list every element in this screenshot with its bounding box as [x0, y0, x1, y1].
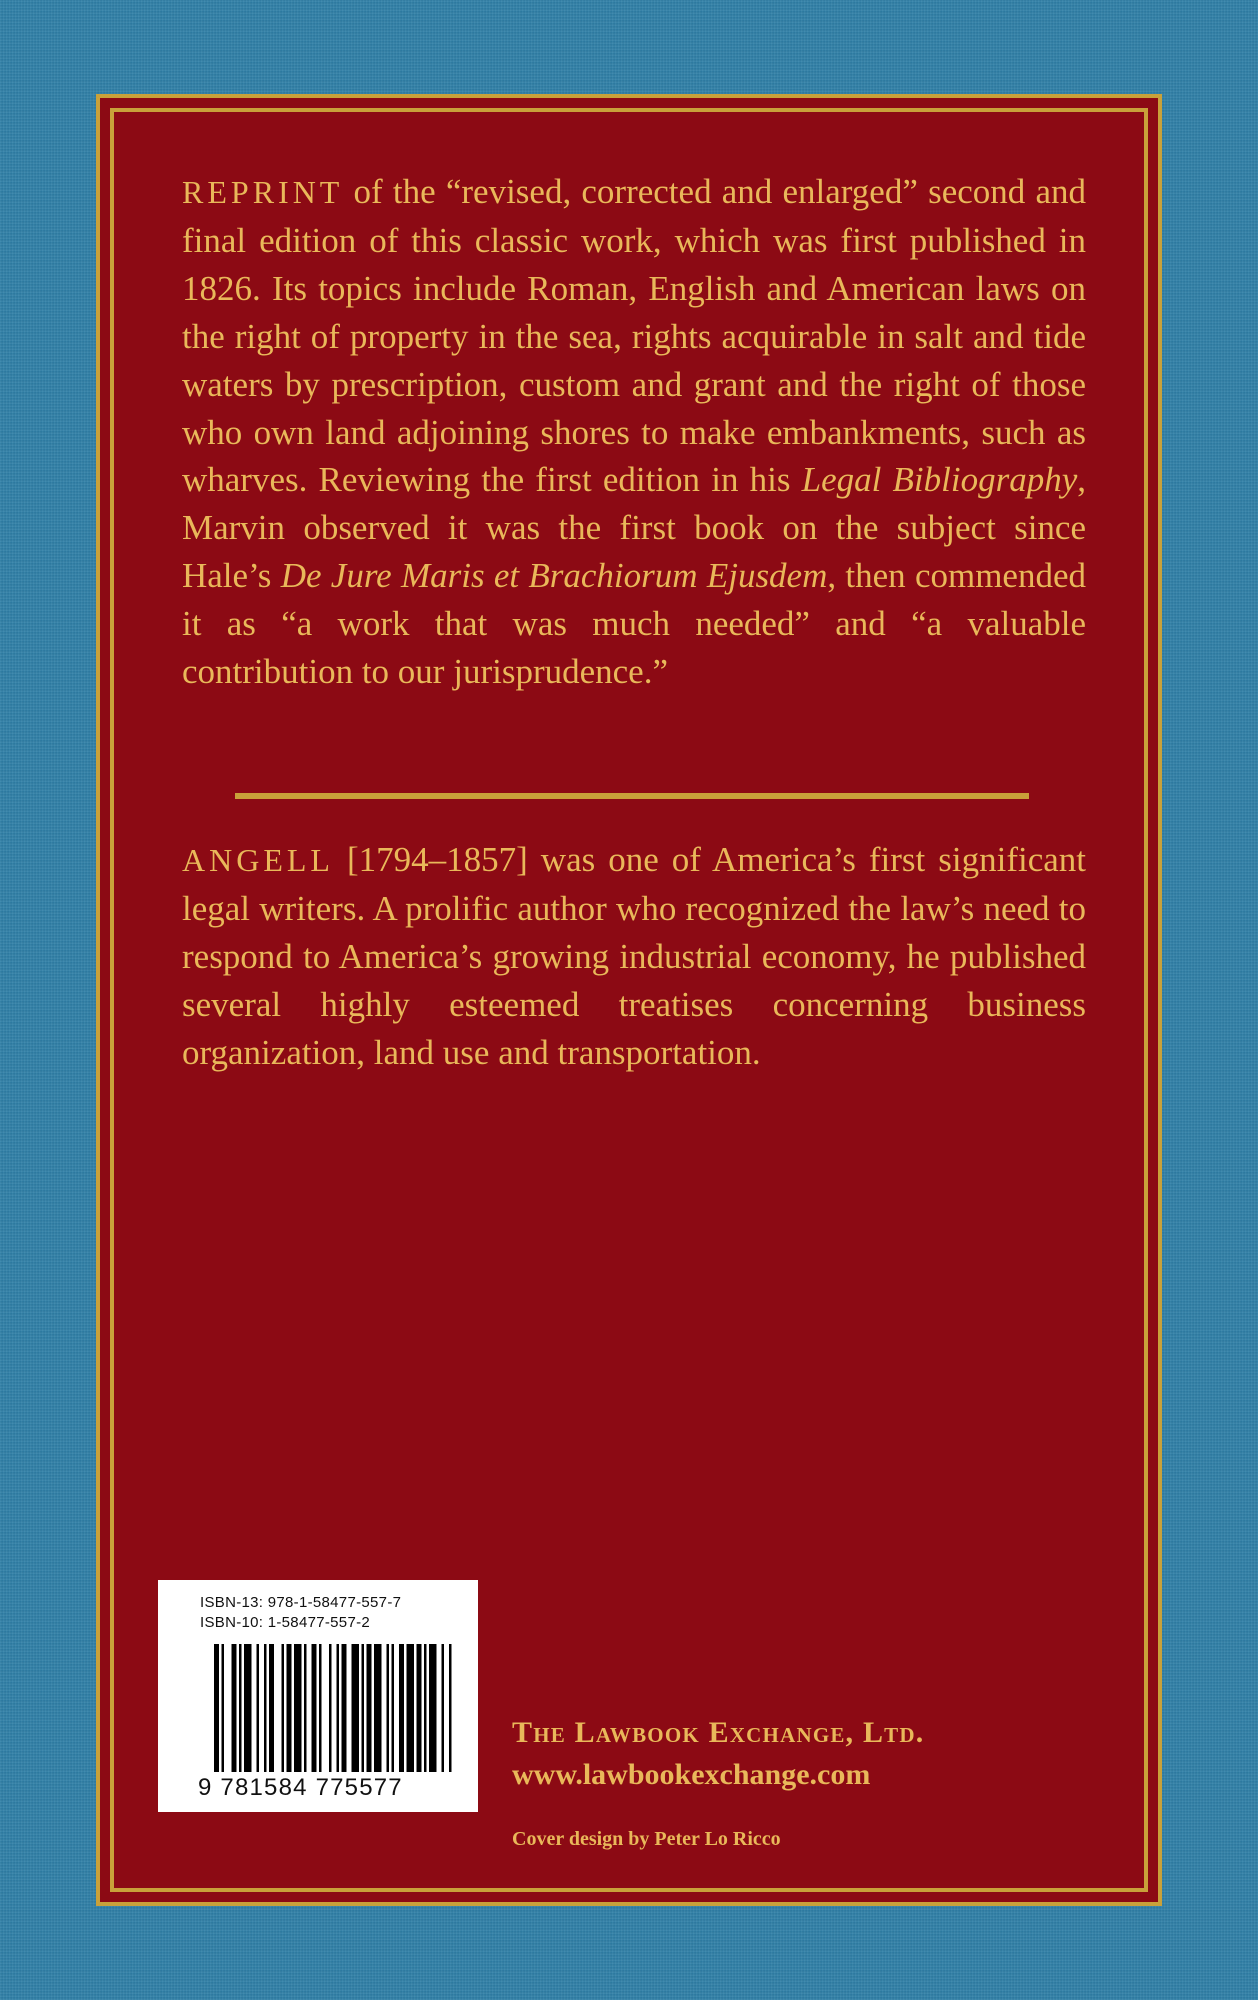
- barcode-bar: [269, 1644, 274, 1772]
- barcode-bar: [264, 1644, 267, 1772]
- barcode-bar: [222, 1644, 225, 1772]
- author-paragraph: [182, 836, 1086, 1077]
- barcode-bar: [282, 1644, 285, 1772]
- barcode-bar: [399, 1644, 404, 1772]
- author-text: [1794–1857] was one of America’s first significant legal writers. A prolific author who recognized the law’s need to respond to America’s growing industrial economy, he published several highly esteemed treatises concerning business organization, land use and transportation.: [182, 840, 1086, 1072]
- barcode-bar: [312, 1644, 317, 1772]
- barcode-bar: [367, 1644, 372, 1772]
- barcode-bar: [442, 1644, 445, 1772]
- barcode-bar: [424, 1644, 427, 1772]
- barcode-bar: [449, 1644, 452, 1772]
- barcode-bar: [244, 1644, 252, 1772]
- cover-design-credit: Cover design by Peter Lo Ricco: [512, 1828, 781, 1850]
- barcode-bar: [392, 1644, 395, 1772]
- barcode-bar: [232, 1644, 237, 1772]
- barcode-bars: [214, 1644, 454, 1772]
- barcode-bar: [239, 1644, 242, 1772]
- reprint-italic-title-2: De Jure Maris et Brachiorum Ejusdem: [280, 556, 828, 596]
- publisher-name: The Lawbook Exchange, Ltd.: [512, 1716, 925, 1749]
- barcode-bar: [214, 1644, 219, 1772]
- reprint-italic-title-1: Legal Bibliography: [801, 460, 1078, 500]
- reprint-text-1: of the “revised, corrected and enlarged” second and final edition of this classic work, which was first published in 1826. Its topics include Roman, English and American laws on the right of property in the sea, rights acquirable in salt and tide waters by prescription, custom and grant and the right of those who own land adjoining shores to make embankments, such as wharves. Reviewing the first edition in his: [182, 172, 1086, 500]
- reprint-lead: REPRINT: [182, 174, 344, 210]
- reprint-paragraph: [182, 168, 1086, 696]
- barcode-bar: [352, 1644, 360, 1772]
- reprint-text-3: , then commended it as “a work that was much needed” and “a valuable contribution to our jurisprudence.”: [182, 556, 1086, 692]
- barcode-bar: [417, 1644, 422, 1772]
- barcode-bar: [342, 1644, 347, 1772]
- barcode-bar: [329, 1644, 332, 1772]
- author-lead: ANGELL: [182, 842, 334, 878]
- barcode-bar: [287, 1644, 292, 1772]
- red-panel: [96, 94, 1162, 1906]
- barcode-bar: [337, 1644, 340, 1772]
- barcode-bar: [319, 1644, 322, 1772]
- barcode-bar: [362, 1644, 365, 1772]
- barcode-bar: [429, 1644, 437, 1772]
- barcode-bar: [374, 1644, 382, 1772]
- barcode-bar: [387, 1644, 390, 1772]
- barcode-bar: [257, 1644, 260, 1772]
- barcode-bar: [407, 1644, 415, 1772]
- barcode-box: [158, 1580, 478, 1812]
- barcode-digits: 9 781584 775577: [198, 1774, 403, 1801]
- gold-divider: [235, 793, 1029, 799]
- barcode-bar: [294, 1644, 302, 1772]
- isbn-13: ISBN-13: 978-1-58477-557-7: [200, 1594, 402, 1611]
- barcode-bar: [304, 1644, 307, 1772]
- reprint-text-2: , Marvin observed it was the first book on the subject since Hale’s: [182, 460, 1086, 596]
- isbn-10: ISBN-10: 1-58477-557-2: [200, 1614, 371, 1631]
- publisher-website[interactable]: www.lawbookexchange.com: [512, 1758, 871, 1791]
